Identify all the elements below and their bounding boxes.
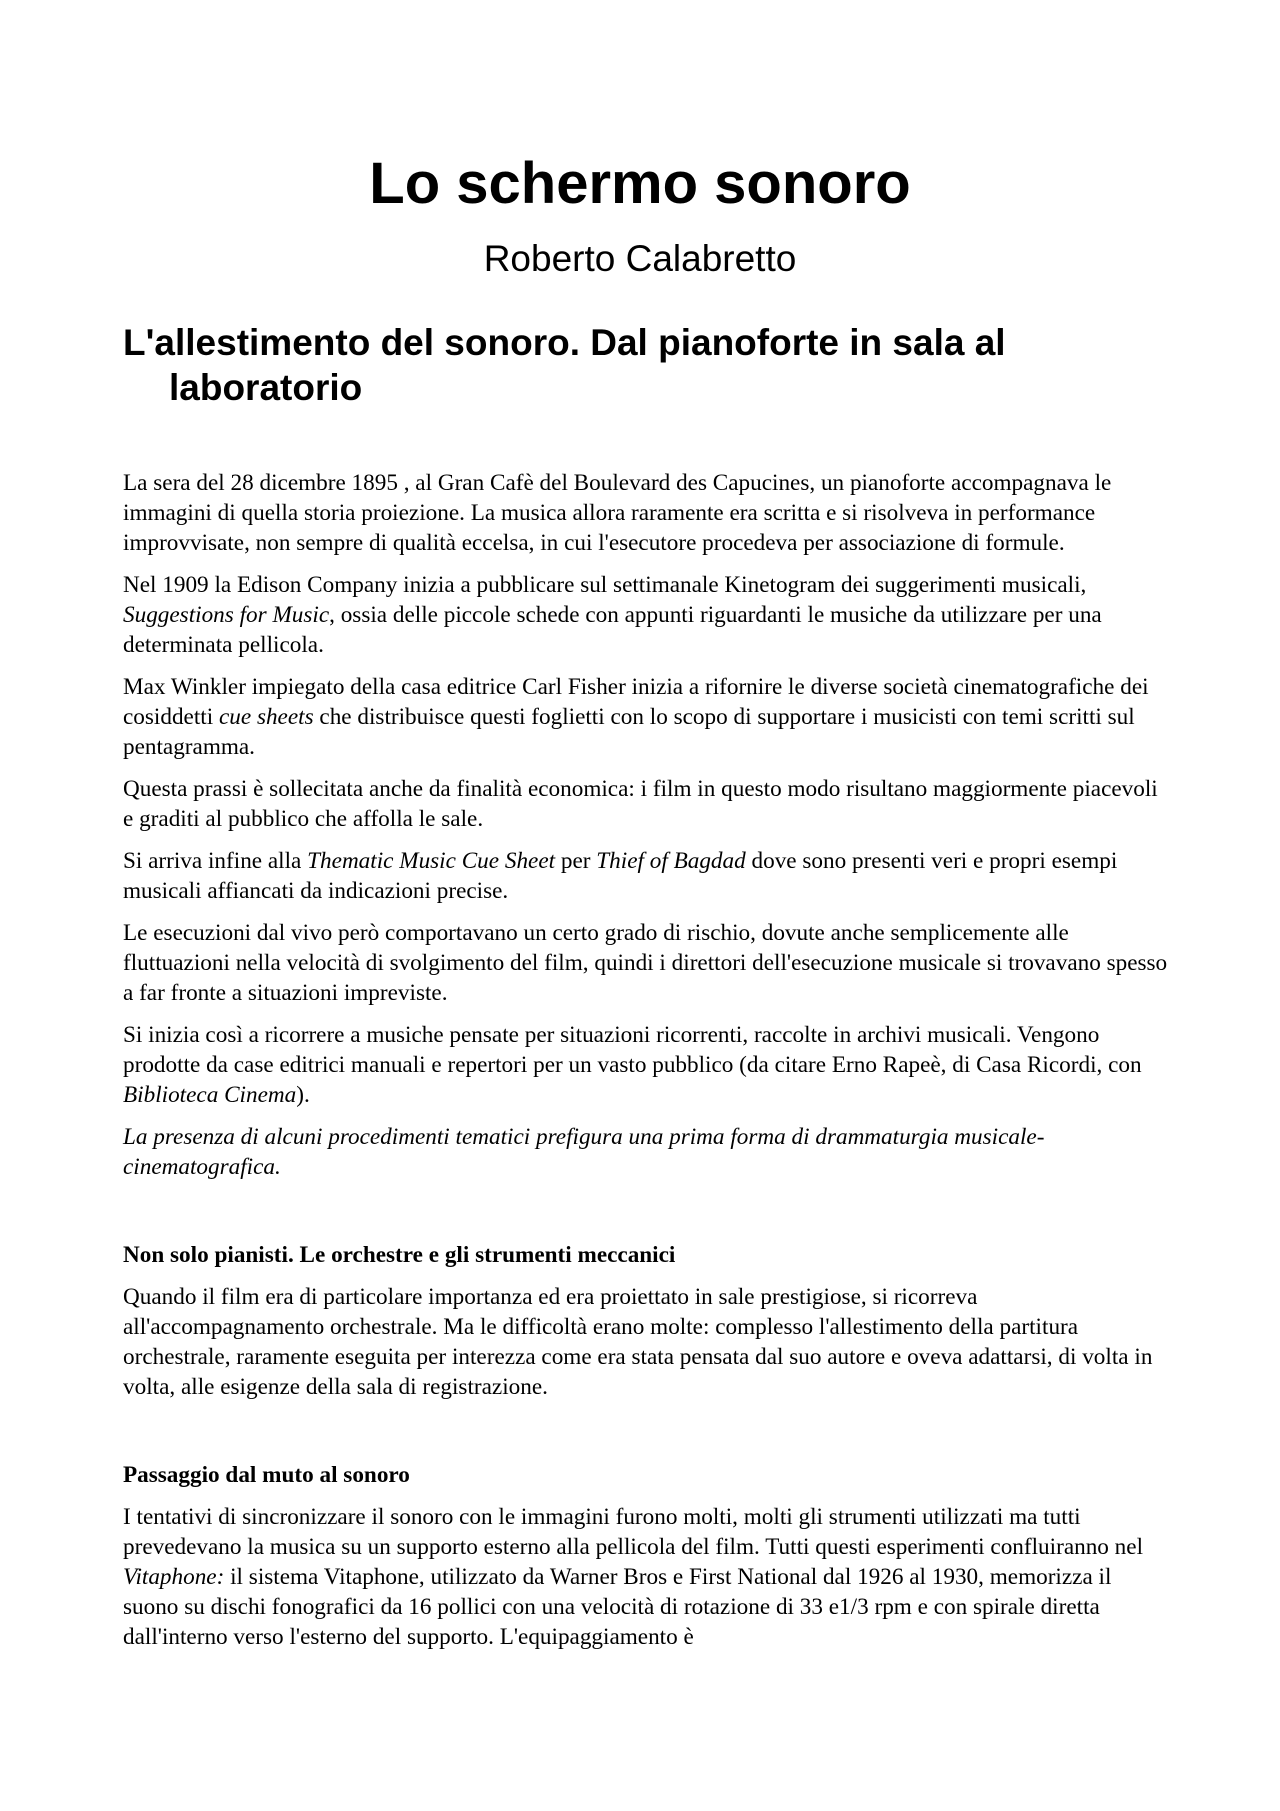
subsection-heading-orchestre: Non solo pianisti. Le orchestre e gli strumenti meccanici [123,1242,676,1268]
paragraph-8: La presenza di alcuni procedimenti tematici prefigura una prima forma di drammaturgia musicale-cinematografica. [123,1124,1045,1180]
paragraph-4: Questa prassi è sollecitata anche da finalità economica: i film in questo modo risultano maggiormente piacevoli e graditi al pubblico che affolla le sale. [123,776,1158,832]
emphasis-cue-sheets: cue sheets [218,704,314,730]
paragraph-3: Max Winkler impiegato della casa editrice Carl Fisher inizia a rifornire le diverse società cinematografiche dei cosiddetti cue sheets che distribuisce questi foglietti con lo scopo di supportare i musicisti con temi scritti sul pentagramma. [123,674,1149,760]
paragraph-5: Si arriva infine alla Thematic Music Cue Sheet per Thief of Bagdad dove sono presenti veri e propri esempi musicali affiancati da indicazioni precise. [123,848,1118,904]
paragraph-2: Nel 1909 la Edison Company inizia a pubblicare sul settimanale Kinetogram dei suggerimenti musicali, Suggestions for Music, ossia delle piccole schede con appunti riguardanti le musiche da utilizzare per una determinata pellicola. [123,572,1102,658]
document-body [123,468,1171,1664]
document-title: Lo schermo sonoro [369,151,911,216]
spacer [123,1414,1171,1460]
emphasis-thief-of-bagdad: Thief of Bagdad [596,848,746,874]
paragraph-1: La sera del 28 dicembre 1895 , al Gran Cafè del Boulevard des Capucines, un pianoforte accompagnava le immagini di quella storia proiezione. La musica allora raramente era scritta e si risolveva in performance improvvisate, non sempre di qualità eccelsa, in cui l'esecutore procedeva per associazione di formule. [123,470,1112,556]
subsection-orchestre-text: Quando il film era di particolare importanza ed era proiettato in sale prestigiose, si ricorreva all'accompagnamento orchestrale. Ma le difficoltà erano molte: complesso l'allestimento della partitura orchestrale, raramente eseguita per interezza come era stata pensata dal suo autore e oveva adattarsi, di volta in volta, alle esigenze della sala di registrazione. [123,1284,1153,1400]
paragraph-7: Si inizia così a ricorrere a musiche pensate per situazioni ricorrenti, raccolte in archivi musicali. Vengono prodotte da case editrici manuali e repertori per un vasto pubblico (da citare Erno Rapeè, di Casa Ricordi, con Biblioteca Cinema). [123,1022,1142,1108]
emphasis-biblioteca-cinema: Biblioteca Cinema [123,1082,297,1108]
section-heading: L'allestimento del sonoro. Dal pianoforte in sala al laboratorio [123,322,1006,408]
emphasis-vitaphone: Vitaphone: [123,1564,225,1590]
spacer [123,1194,1171,1240]
document-author: Roberto Calabretto [483,238,797,279]
emphasis-suggestions-for-music: Suggestions for Music [123,602,330,628]
emphasis-thematic-music-cue-sheet: Thematic Music Cue Sheet [307,848,556,874]
subsection-heading-sonoro: Passaggio dal muto al sonoro [123,1462,410,1488]
subsection-sonoro-text: I tentativi di sincronizzare il sonoro con le immagini furono molti, molti gli strumenti utilizzati ma tutti prevedevano la musica su un supporto esterno alla pellicola del film. Tutti questi esperimenti confluiranno nel Vitaphone: il sistema Vitaphone, utilizzato da Warner Bros e First National dal 1926 al 1930, memorizza il suono su dischi fonografici da 16 pollici con una velocità di rotazione di 33 e1/3 rpm e con spirale diretta dall'interno verso l'esterno del supporto. L'equipaggiamento è [123,1504,1144,1650]
paragraph-6: Le esecuzioni dal vivo però comportavano un certo grado di rischio, dovute anche semplicemente alle fluttuazioni nella velocità di svolgimento del film, quindi i direttori dell'esecuzione musicale si trovavano spesso a far fronte a situazioni impreviste. [123,920,1168,1006]
